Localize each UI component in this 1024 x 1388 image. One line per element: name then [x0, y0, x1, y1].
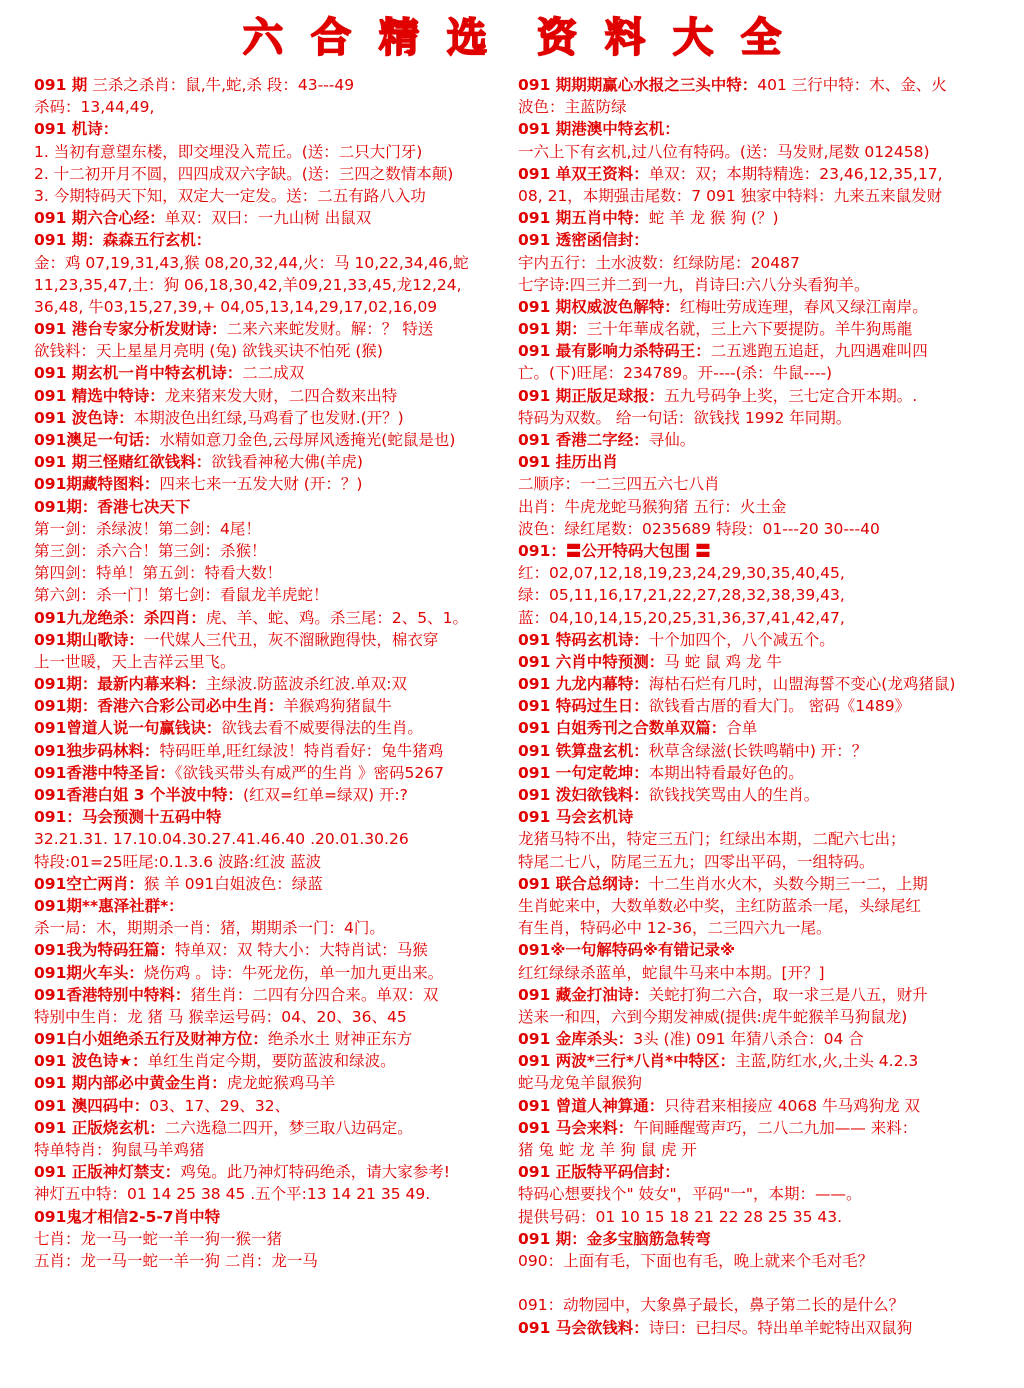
line-heading: 091 一句定乾坤：: [518, 763, 649, 782]
line-heading: 091※一句解特码※有错记录※: [518, 941, 736, 960]
text-line: [518, 1183, 992, 1205]
text-line: [518, 828, 992, 850]
line-text: 一代媒人三代丑，灰不溜瞅跑得快，棉衣穿: [143, 630, 439, 649]
line-heading: 091 白姐秀刊之合数单双篇：: [518, 719, 727, 738]
text-line: [34, 1006, 508, 1028]
line-heading: 091期：最新内幕来料：: [34, 675, 206, 694]
line-heading: 091 精选中特诗：: [34, 386, 165, 405]
line-heading: 091 澳四码中：: [34, 1096, 150, 1115]
line-text: 红梅吐劳成连理，春风又绿江南岸。: [679, 297, 928, 316]
line-heading: 091 波色诗：: [34, 408, 134, 427]
text-line: [518, 118, 992, 140]
line-heading: 091鬼才相信2-5-7肖中特: [34, 1207, 221, 1226]
text-line: [34, 252, 508, 274]
line-text: 亡。(下)旺尾：234789。开----(杀：牛鼠----): [518, 364, 833, 383]
line-text: 1. 当初有意望东楼，即交埋没入荒丘。(送：二只大门牙): [34, 142, 423, 161]
line-text: 生肖蛇来中，大数单数必中奖，主红防蓝杀一尾，头绿尾红: [518, 896, 922, 915]
text-line: [518, 917, 992, 939]
text-line: [518, 784, 992, 806]
text-line: [34, 784, 508, 806]
line-heading: 091 期三怪赌红欲钱料：: [34, 453, 212, 472]
line-text: 主蓝,防红水,火,土头 4.2.3: [735, 1052, 919, 1071]
banner-char: 料: [605, 15, 645, 61]
line-text: 秋草含绿滋(长铁鸣鞘中) 开：？: [648, 741, 868, 760]
line-text: 欲钱看神秘大佛(羊虎): [211, 453, 363, 472]
line-heading: 091 期正版足球报：: [518, 386, 665, 405]
line-heading: 091 最有影响力杀特码王：: [518, 342, 711, 361]
text-line: [34, 207, 508, 229]
text-line: [518, 695, 992, 717]
line-text: 特码为双数。 给一句话：欲钱找 1992 年同期。: [518, 408, 852, 427]
line-text: 猪生肖：二四有分四合来。单双：双: [190, 985, 439, 1004]
line-text: 午间睡醒莺声巧，二八二九加—— 来料：: [633, 1118, 918, 1137]
text-line: [34, 984, 508, 1006]
line-text: 3头 (准) 091 年猜八杀合：04 合: [633, 1030, 864, 1049]
line-text: 十个加四个，八个减五个。: [648, 630, 835, 649]
banner-char: 大: [673, 15, 713, 61]
line-heading: 091 期：: [518, 320, 587, 339]
text-line: [34, 274, 508, 296]
text-line: [518, 651, 992, 673]
text-line: [518, 873, 992, 895]
text-line: [34, 451, 508, 473]
text-line: [34, 340, 508, 362]
line-heading: 091期：香港六合彩公司必中生肖：: [34, 697, 284, 716]
line-heading: 091独步码林料：: [34, 741, 160, 760]
text-line: [34, 141, 508, 163]
text-line: [518, 1095, 992, 1117]
line-text: 03、17、29、32、: [149, 1096, 291, 1115]
text-line: [34, 473, 508, 495]
text-line: [34, 673, 508, 695]
line-heading: 091 正版烧玄机：: [34, 1118, 165, 1137]
line-heading: 091 波色诗★：: [34, 1052, 148, 1071]
text-line: [34, 96, 508, 118]
line-heading: 091 期港澳中特玄机：: [518, 120, 680, 139]
line-text: 第三剑：杀六合！第三剑：杀猴！: [34, 541, 267, 560]
line-text: 出肖：牛虎龙蛇马猴狗猪 五行：火土金: [518, 497, 787, 516]
text-line: [518, 740, 992, 762]
line-text: 关蛇打狗二六合，取一求三是八五，财升: [648, 985, 928, 1004]
text-line: [518, 318, 992, 340]
text-line: [518, 1272, 992, 1294]
line-text: 本期出特看最好色的。: [648, 763, 804, 782]
line-text: 虎龙蛇猴鸡马羊: [226, 1074, 336, 1093]
line-text: 三杀之杀肖：鼠,牛,蛇,杀 段：43---49: [87, 76, 355, 94]
text-line: [518, 252, 992, 274]
text-line: [34, 828, 508, 850]
line-heading: 091曾道人说一句赢钱诀：: [34, 719, 222, 738]
text-line: [518, 806, 992, 828]
line-heading: 091期山歌诗：: [34, 630, 144, 649]
line-text: 欲钱找笑骂由人的生肖。: [648, 786, 820, 804]
line-heading: 091澳足一句话：: [34, 431, 160, 449]
text-line: [34, 740, 508, 762]
line-text: 特码旺单,旺红绿波！特肖看好：兔牛猪鸡: [159, 741, 444, 760]
line-text: 绿：05,11,16,17,21,22,27,28,32,38,39,43,: [518, 586, 845, 605]
line-text: 32.21.31. 17.10.04.30.27.41.46.40 .20.01.30.26: [34, 830, 409, 849]
line-text: 主绿波.防蓝波杀红波.单双:双: [205, 675, 407, 694]
line-heading: 091 期期期赢心水报之三头中特：: [518, 76, 758, 94]
page-banner: [0, 14, 1024, 70]
line-text: 海枯石烂有几时，山盟海誓不变心(龙鸡猪鼠): [648, 675, 956, 694]
line-text: 单双：双曰：一九山树 出鼠双: [164, 209, 372, 228]
text-line: [518, 895, 992, 917]
line-text: 第六剑：杀一门！第七剑：看鼠龙羊虎蛇！: [34, 586, 329, 605]
text-line: [518, 229, 992, 251]
line-text: 蓝：04,10,14,15,20,25,31,36,37,41,42,47,: [518, 608, 845, 627]
line-text: 提供号码：01 10 15 18 21 22 28 25 35 43.: [518, 1207, 843, 1226]
text-line: [34, 895, 508, 917]
line-text: 红：02,07,12,18,19,23,24,29,30,35,40,45,: [518, 564, 845, 583]
text-line: [34, 1028, 508, 1050]
line-text: 猪 兔 蛇 龙 羊 狗 鼠 虎 开: [518, 1141, 697, 1159]
text-line: [34, 851, 508, 873]
line-text: 杀码：13,44,49,: [34, 98, 155, 117]
text-line: [34, 496, 508, 518]
text-line: [518, 496, 992, 518]
text-line: [34, 74, 508, 96]
text-line: [518, 717, 992, 739]
text-line: [34, 296, 508, 318]
line-heading: 091 单双王资料：: [518, 164, 649, 183]
line-text: 红红绿绿杀蓝单，蛇鼠牛马来中本期。[开？]: [518, 963, 825, 982]
line-heading: 091 泼妇欲钱料：: [518, 786, 649, 804]
line-heading: 091我为特码狂篇：: [34, 941, 175, 960]
line-text: 虎、羊、蛇、鸡。杀三尾：2、5、1。: [205, 608, 468, 627]
text-line: [518, 1028, 992, 1050]
line-text: 二顺序：一二三四五六七八肖: [518, 475, 720, 494]
text-line: [518, 185, 992, 207]
line-text: 欲钱去看不威要得法的生肖。: [221, 719, 423, 738]
text-line: [34, 607, 508, 629]
text-line: [518, 74, 992, 96]
text-line: [34, 629, 508, 651]
banner-char: 精: [379, 15, 419, 61]
text-line: [34, 385, 508, 407]
line-heading: 091 港台专家分析发财诗：: [34, 320, 227, 339]
line-text: 特段:01=25旺尾:0.1.3.6 波路:红波 蓝波: [34, 852, 322, 871]
line-text: 七肖：龙一马一蛇一羊一狗一猴一猪: [34, 1229, 283, 1248]
line-text: 五肖：龙一马一蛇一羊一狗 二肖：龙一马: [34, 1251, 318, 1270]
text-line: [518, 473, 992, 495]
line-text: 一六上下有玄机,过八位有特码。(送：马发财,尾数 012458): [518, 142, 930, 161]
line-text: 本期波色出红绿,马鸡看了也发财.(开？): [133, 408, 404, 427]
line-heading: 091 期权威波色解特：: [518, 297, 680, 316]
banner-char: 全: [741, 15, 781, 61]
line-text: 鸡兔。此乃神灯特码绝杀，请大家参考!: [180, 1163, 450, 1182]
line-text: 杀一局：木，期期杀一肖：猪，期期杀一门：4门。: [34, 919, 385, 938]
text-line: [518, 1228, 992, 1250]
text-line: [518, 1250, 992, 1272]
line-text: 二六选稳二四开，梦三取八边码定。: [164, 1118, 413, 1137]
line-text: 十二生肖水火木，头数今期三一二，上期: [648, 874, 928, 893]
line-text: (红双=红单=绿双) 开:?: [242, 786, 408, 804]
text-line: [518, 141, 992, 163]
line-heading: 091期火车头：: [34, 963, 144, 982]
line-heading: 091 金库杀头：: [518, 1030, 634, 1049]
text-line: [34, 1206, 508, 1228]
text-line: [34, 429, 508, 451]
line-heading: 091 九龙内幕特：: [518, 675, 649, 694]
line-text: 龙猪马特不出，特定三五门；红绿出本期，二配六七出；: [518, 830, 906, 849]
text-line: [518, 984, 992, 1006]
banner-char: 资: [537, 15, 577, 61]
text-line: [34, 229, 508, 251]
line-text: 上一世暖，天上吉祥云里飞。: [34, 652, 236, 671]
text-line: [518, 1294, 992, 1316]
text-line: [34, 163, 508, 185]
line-heading: 091 期玄机一肖中特玄机诗：: [34, 364, 243, 383]
text-line: [34, 518, 508, 540]
text-line: [518, 451, 992, 473]
line-heading: 091 两波*三行*八肖*中特区：: [518, 1052, 736, 1071]
line-heading: 091 马会玄机诗: [518, 808, 634, 827]
line-text: 四来七来一五发大财 (开：？): [159, 475, 363, 494]
line-text: 只待君来相接应 4068 牛马鸡狗龙 双: [664, 1096, 920, 1115]
line-text: 特单特肖：狗鼠马羊鸡猪: [34, 1141, 205, 1159]
line-text: 《欲钱买带头有威严的生肖 》密码5267: [174, 763, 444, 782]
line-text: 2. 十二初开月不圆，四四成双六字缺。(送：三四之数情本颠): [34, 164, 454, 183]
text-line: [518, 362, 992, 384]
text-line: [34, 762, 508, 784]
line-text: 091：动物园中，大象鼻子最长，鼻子第二长的是什么？: [518, 1296, 905, 1315]
line-text: 羊猴鸡狗猪鼠牛: [283, 697, 392, 716]
line-text: 二五逃跑五追赶，九四遇难叫四: [710, 342, 928, 361]
banner-char: 六: [243, 15, 283, 61]
line-heading: 091香港白姐 3 个半波中特：: [34, 786, 243, 804]
text-line: [518, 429, 992, 451]
line-heading: 091期**惠泽社群*：: [34, 896, 184, 915]
text-line: [518, 96, 992, 118]
text-line: [34, 651, 508, 673]
line-text: 欲钱料：天上星星月亮明 (兔) 欲钱买诀不怕死 (猴): [34, 342, 383, 361]
line-heading: 091九龙绝杀：杀四肖：: [34, 608, 206, 627]
text-line: [518, 851, 992, 873]
text-line: [518, 1161, 992, 1183]
line-text: 090：上面有毛，下面也有毛，晚上就来个毛对毛？: [518, 1251, 874, 1270]
line-text: 神灯五中特：01 14 25 38 45 .五个平:13 14 21 35 49.: [34, 1185, 431, 1204]
line-text: 第四剑：特单！第五剑：特看大数！: [34, 564, 283, 583]
text-line: [34, 407, 508, 429]
line-heading: 091 期内部必中黄金生肖：: [34, 1074, 227, 1093]
text-line: [518, 962, 992, 984]
line-text: 特单双：双 特大小：大特肖试：马猴: [174, 941, 428, 960]
line-text: 特码心想要找个" 妓女"，平码"一"，本期：——。: [518, 1185, 862, 1204]
text-line: [34, 717, 508, 739]
text-line: [34, 1117, 508, 1139]
line-text: 36,48, 牛03,15,27,39,+ 04,05,13,14,29,17,02,16,09: [34, 297, 438, 316]
line-text: 诗曰：已扫尽。特出单羊蛇特出双鼠狗: [648, 1318, 913, 1337]
text-line: [518, 163, 992, 185]
line-heading: 091香港特别中特料：: [34, 985, 191, 1004]
text-line: [34, 962, 508, 984]
text-line: [518, 1050, 992, 1072]
line-text: 单双：双；本期特精选：23,46,12,35,17,: [648, 164, 943, 183]
text-line: [518, 540, 992, 562]
line-text: 有生肖，特码必中 12-36，二三四六九一尾。: [518, 919, 832, 938]
text-line: [34, 540, 508, 562]
line-heading: 091 联合总纲诗：: [518, 874, 649, 893]
text-line: [518, 939, 992, 961]
text-line: [518, 207, 992, 229]
text-line: [34, 1139, 508, 1161]
line-heading: 091 挂历出肖: [518, 453, 618, 472]
line-heading: 091 期五肖中特：: [518, 209, 649, 228]
text-line: [34, 318, 508, 340]
line-text: 水精如意刀金色,云母屏风透掩光(蛇鼠是也): [159, 431, 456, 449]
left-column: [34, 74, 508, 1384]
line-heading: 091 六肖中特预测：: [518, 652, 665, 671]
line-heading: 091 马会欲钱料：: [518, 1318, 649, 1337]
text-line: [518, 762, 992, 784]
line-text: 绝杀水土 财神正东方: [267, 1030, 413, 1049]
line-text: 猴 羊 091白姐波色：绿蓝: [143, 874, 323, 893]
line-heading: 091期藏特图料：: [34, 475, 160, 494]
line-heading: 091 正版神灯禁支：: [34, 1163, 181, 1182]
text-line: [518, 274, 992, 296]
line-heading: 091 铁算盘玄机：: [518, 741, 649, 760]
text-line: [34, 1228, 508, 1250]
text-line: [34, 917, 508, 939]
line-text: 七字诗:四三并二到一九，肖诗曰:六八分头看狗羊。: [518, 275, 870, 294]
text-line: [34, 1161, 508, 1183]
line-heading: 091 曾道人神算通：: [518, 1096, 665, 1115]
text-line: [518, 1072, 992, 1094]
line-heading: 091 透密函信封：: [518, 231, 649, 250]
text-line: [34, 1095, 508, 1117]
line-text: 合单: [726, 719, 758, 738]
line-heading: 091 香港二字经：: [518, 431, 649, 449]
line-heading: 091 期：金多宝脑筋急转弯: [518, 1229, 711, 1248]
line-text: 蛇 羊 龙 猴 狗 (？): [648, 209, 779, 228]
line-text: 单红生肖定今期，要防蓝波和绿波。: [147, 1052, 396, 1071]
banner-char: 选: [447, 15, 487, 61]
line-text: 08, 21，本期强击尾数：7 091 独家中特料：九来五来鼠发财: [518, 186, 943, 205]
line-text: 送来一和四，六到今期发神威(提供:虎牛蛇猴羊马狗鼠龙): [518, 1007, 908, 1026]
text-line: [34, 1183, 508, 1205]
line-heading: 091：马会预测十五码中特: [34, 808, 222, 827]
text-line: [518, 673, 992, 695]
line-text: 五九号码争上奖，三七定合开本期。.: [664, 386, 918, 405]
line-heading: 091 马会来料：: [518, 1118, 634, 1137]
text-line: [518, 1117, 992, 1139]
line-heading: 091 正版特平码信封：: [518, 1163, 680, 1182]
line-text: 三十年華成名就，三上六下要提防。羊牛狗馬龍: [586, 320, 913, 339]
line-text: 3. 今期特码天下知，双定大一定发。送：二五有路八入功: [34, 186, 426, 205]
line-text: 二来六来蛇发财。解：？ 特送: [226, 320, 434, 339]
text-line: [34, 584, 508, 606]
right-column: [518, 74, 992, 1384]
line-text: 蛇马龙兔羊鼠猴狗: [518, 1074, 643, 1093]
text-line: [518, 1006, 992, 1028]
text-line: [518, 629, 992, 651]
text-line: [34, 695, 508, 717]
line-heading: 091 特码过生日：: [518, 697, 649, 716]
text-line: [518, 1317, 992, 1339]
text-line: [34, 1050, 508, 1072]
line-heading: 091 特码玄机诗：: [518, 630, 649, 649]
line-text: 特尾二七八，防尾三五九；四零出平码，一组特码。: [518, 852, 875, 871]
text-line: [34, 118, 508, 140]
text-line: [518, 1206, 992, 1228]
line-text: 欲钱看古厝的看大门。 密码《1489》: [648, 697, 911, 716]
banner-char: 合: [311, 15, 351, 61]
line-heading: 091期：香港七决天下: [34, 497, 191, 516]
text-line: [34, 806, 508, 828]
line-heading: 091白小姐绝杀五行及财神方位：: [34, 1030, 268, 1049]
text-line: [34, 1072, 508, 1094]
line-text: 马 蛇 鼠 鸡 龙 牛: [664, 652, 782, 671]
text-line: [518, 296, 992, 318]
text-line: [518, 407, 992, 429]
text-line: [34, 873, 508, 895]
line-text: 第一剑：杀绿波！第二剑：4尾！: [34, 519, 261, 538]
text-line: [34, 939, 508, 961]
line-heading: 091空亡两肖：: [34, 874, 144, 893]
line-text: 二二成双: [242, 364, 305, 383]
line-text: 烧伤鸡 。诗：牛死龙伤，单一加九更出来。: [143, 963, 444, 982]
text-line: [518, 607, 992, 629]
line-text: 波色：主蓝防绿: [518, 98, 627, 117]
line-heading: 091 期：森森五行玄机：: [34, 231, 212, 250]
line-heading: 091 藏金打油诗：: [518, 985, 649, 1004]
line-text: 宇内五行：土水波数：红绿防尾：20487: [518, 253, 800, 272]
line-text: 金：鸡 07,19,31,43,猴 08,20,32,44,火：马 10,22,34,46,蛇: [34, 253, 469, 272]
line-heading: 091 机诗：: [34, 120, 119, 139]
text-line: [518, 340, 992, 362]
line-text: 特别中生肖：龙 猪 马 猴幸运号码：04、20、36、45: [34, 1007, 407, 1026]
line-text: 寻仙。: [648, 431, 696, 449]
line-text: 龙来猪来发大财，二四合数来出特: [164, 386, 398, 405]
text-line: [34, 362, 508, 384]
text-line: [34, 562, 508, 584]
line-heading: 091 期六合心经：: [34, 209, 165, 228]
text-line: [518, 584, 992, 606]
line-heading: 091 期: [34, 76, 88, 94]
text-line: [518, 562, 992, 584]
text-line: [518, 518, 992, 540]
text-line: [34, 185, 508, 207]
text-line: [518, 385, 992, 407]
line-heading: 091：〓公开特码大包围 〓: [518, 541, 711, 560]
line-text: 11,23,35,47,土：狗 06,18,30,42,羊09,21,33,45,龙12,24,: [34, 275, 462, 294]
text-line: [518, 1139, 992, 1161]
line-heading: 091香港中特圣旨：: [34, 763, 175, 782]
line-text: 401 三行中特：木、金、火: [757, 76, 947, 94]
text-line: [34, 1250, 508, 1272]
line-text: 波色：绿红尾数：0235689 特段：01---20 30---40: [518, 519, 880, 538]
